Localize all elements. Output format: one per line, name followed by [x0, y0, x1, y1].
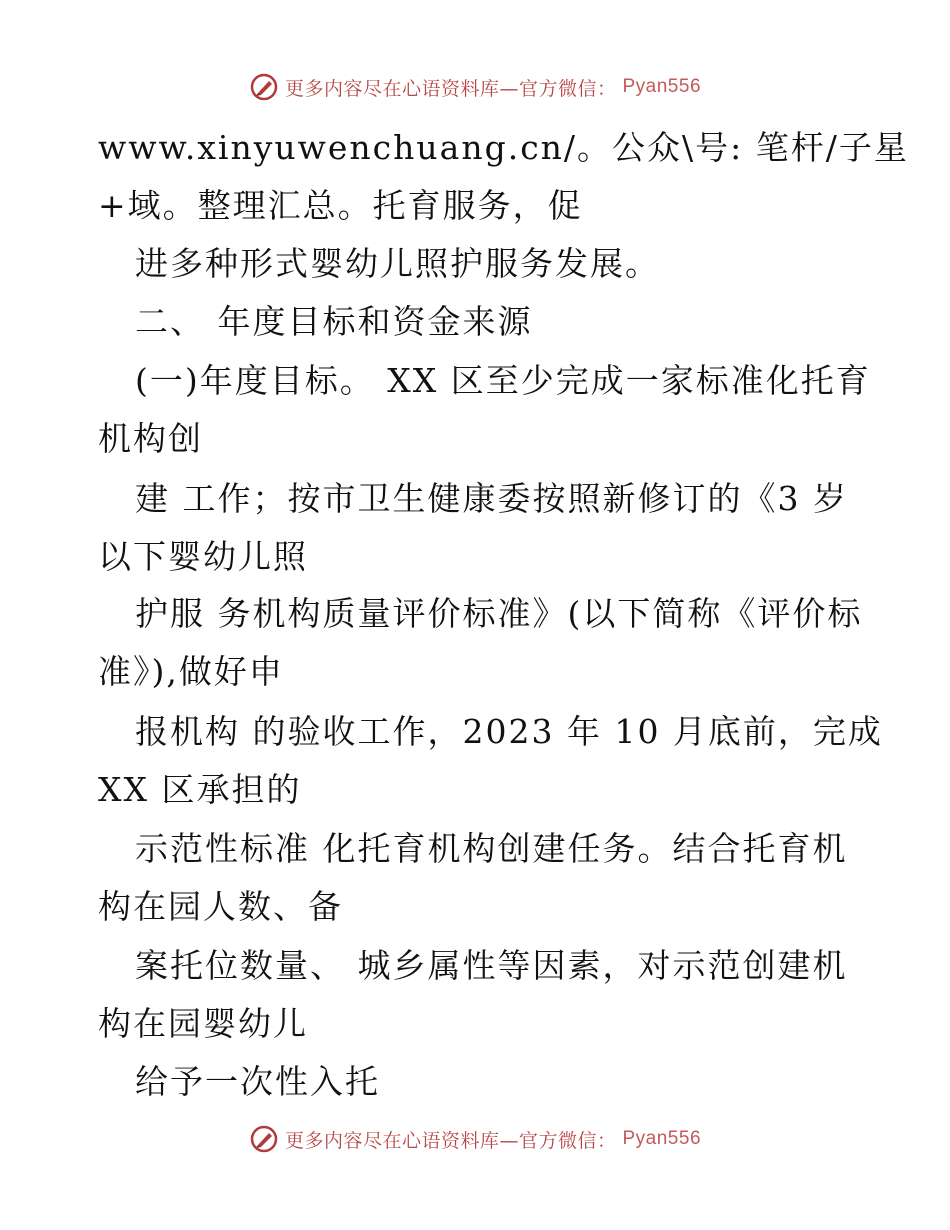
body-line: +域。整理汇总。托育服务，促	[98, 186, 583, 225]
watermark-text: 更多内容尽在心语资料库—官方微信：	[284, 77, 617, 100]
body-line: 机构创	[98, 419, 203, 458]
pen-logo-icon	[249, 1124, 279, 1154]
body-line: 以下婴幼儿照	[98, 537, 308, 576]
body-line: 构在园人数、备	[98, 887, 343, 926]
body-line: 构在园婴幼儿	[98, 1004, 308, 1043]
watermark-wechat-id: Pyan556	[622, 1128, 702, 1149]
body-line: (一)年度目标。 XX 区至少完成一家标准化托育	[135, 361, 871, 400]
body-line: XX 区承担的	[98, 770, 302, 809]
watermark-text: 更多内容尽在心语资料库—官方微信：	[284, 1129, 617, 1152]
body-line: 建 工作；按市卫生健康委按照新修订的《3 岁	[135, 479, 848, 518]
body-line: 示范性标准 化托育机构创建任务。结合托育机	[135, 829, 848, 868]
body-line: 准》),做好申	[98, 652, 284, 691]
body-line: 给予一次性入托	[135, 1062, 380, 1101]
body-line: 护服 务机构质量评价标准》(以下简称《评价标	[135, 594, 863, 633]
body-line: 报机构 的验收工作，2023 年 10 月底前，完成	[135, 712, 883, 751]
footer-watermark	[0, 1124, 950, 1154]
body-line: 进多种形式婴幼儿照护服务发展。	[135, 244, 660, 283]
section-heading: 二、 年度目标和资金来源	[135, 302, 533, 341]
watermark-wechat-id: Pyan556	[622, 76, 702, 97]
body-line: 案托位数量、 城乡属性等因素，对示范创建机	[135, 946, 848, 985]
body-line: www.xinyuwenchuang.cn/。公众\号: 笔杆/子星	[98, 128, 909, 167]
